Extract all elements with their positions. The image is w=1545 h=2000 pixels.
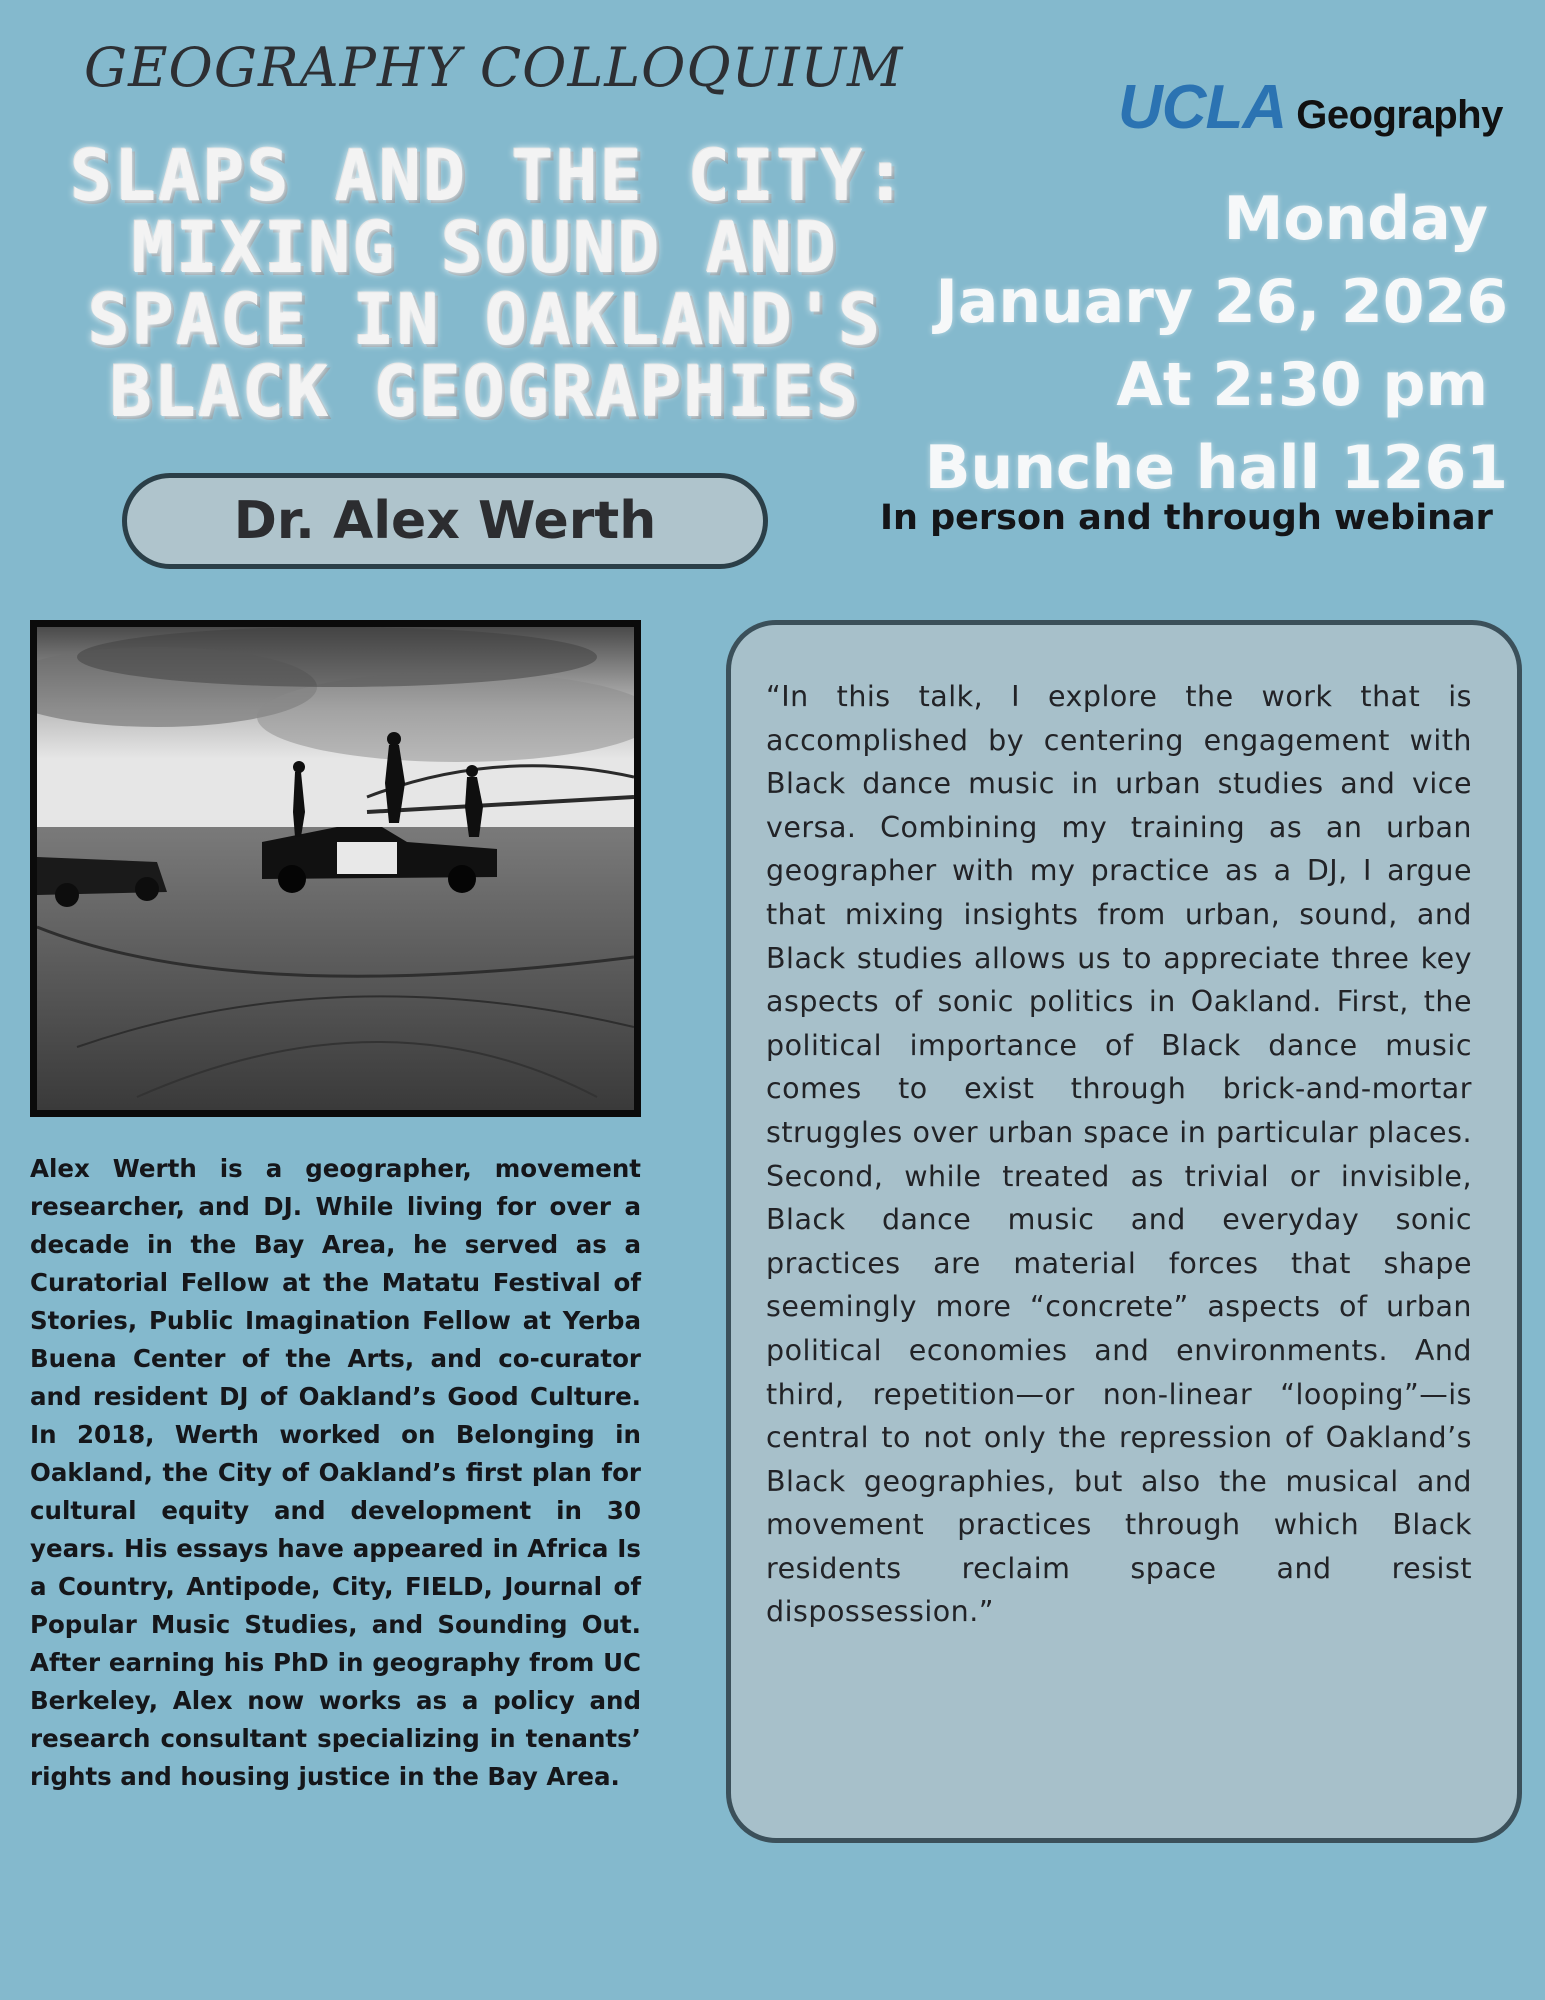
- talk-title-line: SPACE IN OAKLAND'S: [87, 279, 883, 361]
- event-photo: [30, 620, 641, 1117]
- ucla-geography-logo: [1118, 72, 1503, 142]
- speaker-bio: Alex Werth is a geographer, movement researcher, and DJ. While living for over a decade in the Bay Area, he served as a Curatorial Fellow at the Matatu Festival of Stories, Public Imagination Fellow at Yerba Buena Center of the Arts, and co-curator and resident DJ of Oakland’s Good Culture. In 2018, Werth worked on Belonging in Oakland, the City of Oakland’s first plan for cultural equity and development in 30 years. His essays have appeared in Africa Is a Country, Antipode, City, FIELD, Journal of Popular Music Studies, and Sounding Out. After earning his PhD in geography from UC Berkeley, Alex now works as a policy and research consultant specializing in tenants’ rights and housing justice in the Bay Area.: [30, 1154, 641, 1791]
- speaker-badge: [122, 473, 768, 569]
- photo-illustration: [37, 627, 634, 1110]
- talk-abstract: “In this talk, I explore the work that is accomplished by centering engagement with Black dance music in urban studies and vice versa. Combining my training as an urban geographer with my practice as a DJ, I argue that mixing insights from urban, sound, and Black studies allows us to appreciate three key aspects of sonic politics in Oakland. First, the political importance of Black dance music comes to exist through brick-and-mortar struggles over urban space in particular places. Second, while treated as trivial or invisible, Black dance music and everyday sonic practices are material forces that shape seemingly more “concrete” aspects of urban political economies and environments. And third, repetition—or non-linear “looping”—is central to not only the repression of Oakland’s Black geographies, but also the musical and movement practices through which Black residents reclaim space and resist dispossession.”: [766, 680, 1472, 1629]
- talk-title-line: SLAPS AND THE CITY:: [70, 135, 909, 217]
- event-day: Monday: [1223, 184, 1488, 254]
- talk-title: [70, 135, 909, 433]
- event-format: In person and through webinar: [880, 498, 1493, 538]
- event-date: January 26, 2026: [935, 267, 1508, 337]
- event-details: [900, 178, 1508, 510]
- logo-ucla-wordmark: UCLA: [1118, 73, 1287, 142]
- event-time: At 2:30 pm: [1116, 350, 1488, 420]
- talk-title-line: BLACK GEOGRAPHIES: [109, 351, 861, 433]
- event-location: Bunche hall 1261: [924, 433, 1508, 503]
- logo-department-name: Geography: [1296, 93, 1503, 137]
- speaker-name: Dr. Alex Werth: [233, 491, 657, 551]
- series-title: GEOGRAPHY COLLOQUIUM: [84, 36, 904, 99]
- talk-title-line: MIXING SOUND AND: [131, 207, 839, 289]
